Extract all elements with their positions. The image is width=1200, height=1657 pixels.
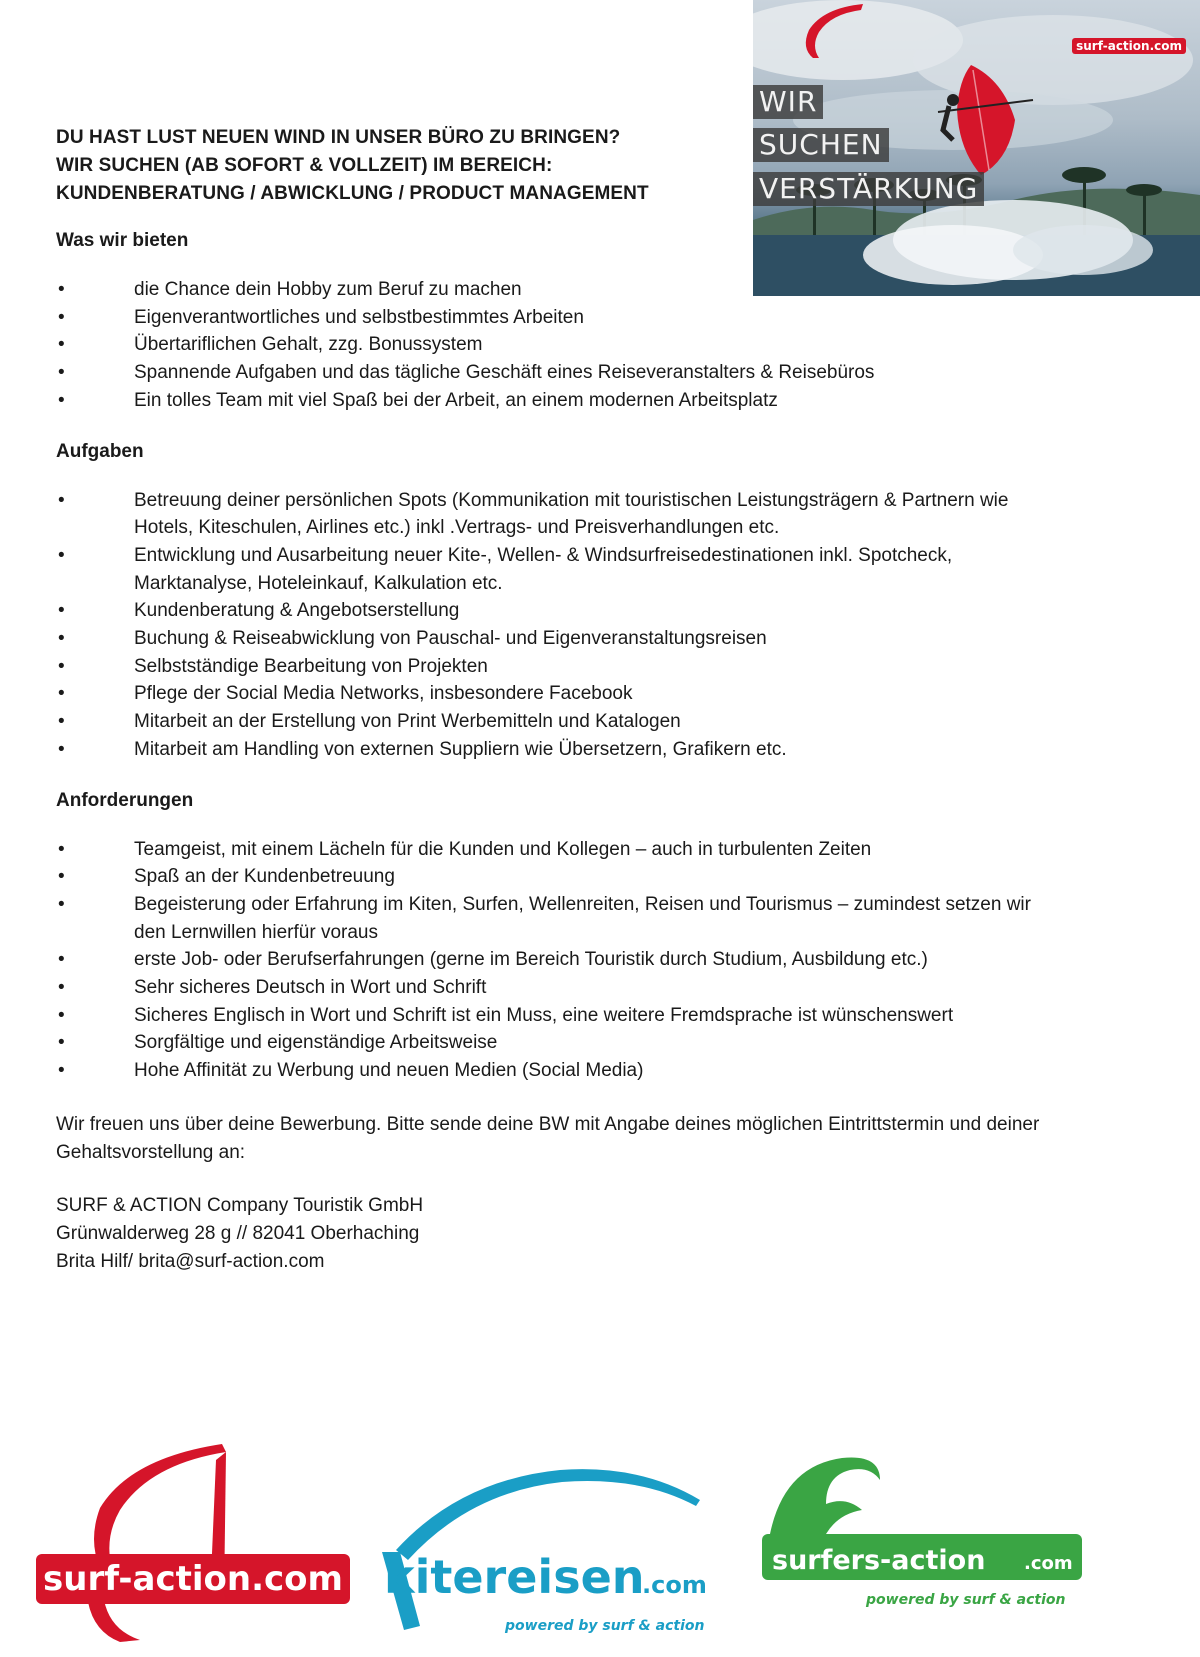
surfers-action-suffix: .com bbox=[1024, 1553, 1073, 1574]
list-item: • Begeisterung oder Erfahrung im Kiten, Surfen, Wellenreiten, Reisen und Tourismus – zumindest setzen wir den Lernwillen hierfür voraus bbox=[56, 891, 1066, 946]
bullet: • bbox=[58, 949, 65, 971]
hero-word-suchen: SUCHEN bbox=[753, 128, 889, 162]
contact-company: SURF & ACTION Company Touristik GmbH bbox=[56, 1195, 424, 1217]
surfers-action-tagline: powered by surf & action bbox=[866, 1592, 1066, 1608]
bullet: • bbox=[58, 893, 65, 915]
list-item: • Spaß an der Kundenbetreuung bbox=[56, 863, 1066, 891]
headline-line-3: KUNDENBERATUNG / ABWICKLUNG / PRODUCT MANAGEMENT bbox=[56, 183, 649, 204]
bullet: • bbox=[58, 628, 65, 650]
list-item: • Sehr sicheres Deutsch in Wort und Schrift bbox=[56, 974, 1066, 1002]
headline bbox=[56, 124, 1066, 208]
bullet: • bbox=[58, 1032, 65, 1054]
bullet: • bbox=[58, 279, 65, 300]
requirements-list bbox=[56, 836, 1066, 1085]
bullet: • bbox=[58, 544, 65, 566]
bullet: • bbox=[58, 866, 65, 888]
bullet: • bbox=[58, 306, 65, 328]
offer-list bbox=[56, 276, 1066, 415]
bullet: • bbox=[58, 655, 65, 677]
bullet: • bbox=[58, 1004, 65, 1026]
kitereisen-tagline: powered by surf & action bbox=[505, 1618, 705, 1634]
surfers-action-logo[interactable] bbox=[762, 1457, 1082, 1608]
list-item: • Eigenverantwortliches und selbstbestimmtes Arbeiten bbox=[56, 304, 1066, 332]
section-title-requirements: Anforderungen bbox=[56, 789, 194, 811]
bullet: • bbox=[58, 711, 65, 733]
bullet: • bbox=[58, 738, 65, 760]
bullet: • bbox=[58, 362, 65, 384]
kitereisen-suffix: .com bbox=[642, 1571, 707, 1599]
list-item: • Spannende Aufgaben und das tägliche Geschäft eines Reiseveranstalters & Reisebüros bbox=[56, 359, 1066, 387]
headline-line-1: DU HAST LUST NEUEN WIND IN UNSER BÜRO ZU BRINGEN? bbox=[56, 127, 621, 148]
list-item: • Ein tolles Team mit viel Spaß bei der Arbeit, an einem modernen Arbeitsplatz bbox=[56, 387, 1066, 415]
list-item: • Hohe Affinität zu Werbung und neuen Medien (Social Media) bbox=[56, 1057, 1066, 1085]
hero-word-wir: WIR bbox=[753, 85, 823, 119]
list-item: • Mitarbeit an der Erstellung von Print Werbemitteln und Katalogen bbox=[56, 708, 1066, 736]
headline-line-2: WIR SUCHEN (AB SOFORT & VOLLZEIT) IM BEREICH: bbox=[56, 155, 553, 176]
list-item: • Selbstständige Bearbeitung von Projekten bbox=[56, 653, 1066, 681]
brand-logos bbox=[0, 1440, 1200, 1657]
surfers-action-wave-icon bbox=[770, 1457, 880, 1534]
job-posting bbox=[56, 124, 1066, 1275]
section-title-offer: Was wir bieten bbox=[56, 230, 189, 251]
bullet: • bbox=[58, 489, 65, 511]
tasks-list bbox=[56, 487, 1066, 764]
list-item: • Pflege der Social Media Networks, insbesondere Facebook bbox=[56, 680, 1066, 708]
hero-logo-text: surf-action.com bbox=[1072, 38, 1186, 54]
hero-word-verstaerkung: VERSTÄRKUNG bbox=[753, 172, 984, 206]
surf-action-swoosh-top-icon bbox=[94, 1444, 226, 1568]
bullet: • bbox=[58, 334, 65, 356]
surf-action-swoosh-icon bbox=[753, 0, 888, 60]
bullet: • bbox=[58, 600, 65, 622]
kitereisen-logo-text: kitereisen bbox=[384, 1550, 645, 1604]
list-item: • Betreuung deiner persönlichen Spots (Kommunikation mit touristischen Leistungsträgern & Partnern wie Hotels, Kiteschulen, Airlines etc.) inkl .Vertrags- und Preisverhandlungen etc. bbox=[56, 487, 1066, 542]
contact-person-email[interactable]: Brita Hilf/ brita@surf-action.com bbox=[56, 1250, 325, 1272]
contact-block bbox=[56, 1192, 1066, 1275]
surf-action-logo-text: surf-action.com bbox=[43, 1559, 343, 1599]
surfers-action-logo-text: surfers-action bbox=[772, 1545, 986, 1576]
list-item: • Sicheres Englisch in Wort und Schrift ist ein Muss, eine weitere Fremdsprache ist wünschenswert bbox=[56, 1002, 1066, 1030]
contact-address: Grünwalderweg 28 g // 82041 Oberhaching bbox=[56, 1222, 420, 1244]
bullet: • bbox=[58, 389, 65, 411]
bullet: • bbox=[58, 838, 65, 860]
brand-logo-row bbox=[0, 1440, 1200, 1657]
kitereisen-logo[interactable] bbox=[382, 1469, 707, 1634]
list-item: • Kundenberatung & Angebotserstellung bbox=[56, 597, 1066, 625]
surf-action-logo[interactable] bbox=[36, 1444, 350, 1642]
bullet: • bbox=[58, 977, 65, 999]
surf-action-swoosh-bottom-icon bbox=[88, 1600, 140, 1642]
kitereisen-arc-icon bbox=[396, 1469, 700, 1560]
list-item: • Sorgfältige und eigenständige Arbeitsweise bbox=[56, 1029, 1066, 1057]
list-item: • Übertariflichen Gehalt, zzg. Bonussystem bbox=[56, 331, 1066, 359]
list-item: • Teamgeist, mit einem Lächeln für die Kunden und Kollegen – auch in turbulenten Zeiten bbox=[56, 836, 1066, 864]
list-item: • die Chance dein Hobby zum Beruf zu machen bbox=[56, 276, 1066, 304]
list-item: • erste Job- oder Berufserfahrungen (gerne im Bereich Touristik durch Studium, Ausbildung etc.) bbox=[56, 946, 1066, 974]
section-title-tasks: Aufgaben bbox=[56, 440, 144, 462]
list-item: • Mitarbeit am Handling von externen Suppliern wie Übersetzern, Grafikern etc. bbox=[56, 736, 1066, 764]
bullet: • bbox=[58, 1060, 65, 1082]
closing-paragraph: Wir freuen uns über deine Bewerbung. Bitte sende deine BW mit Angabe deines möglichen Eintrittstermin und deiner Gehaltsvorstellung an: bbox=[56, 1113, 1040, 1163]
list-item: • Entwicklung und Ausarbeitung neuer Kite-, Wellen- & Windsurfreisedestinationen inkl. Spotcheck, Marktanalyse, Hoteleinkauf, Kalkulation etc. bbox=[56, 542, 1066, 597]
list-item: • Buchung & Reiseabwicklung von Pauschal- und Eigenveranstaltungsreisen bbox=[56, 625, 1066, 653]
bullet: • bbox=[58, 683, 65, 705]
